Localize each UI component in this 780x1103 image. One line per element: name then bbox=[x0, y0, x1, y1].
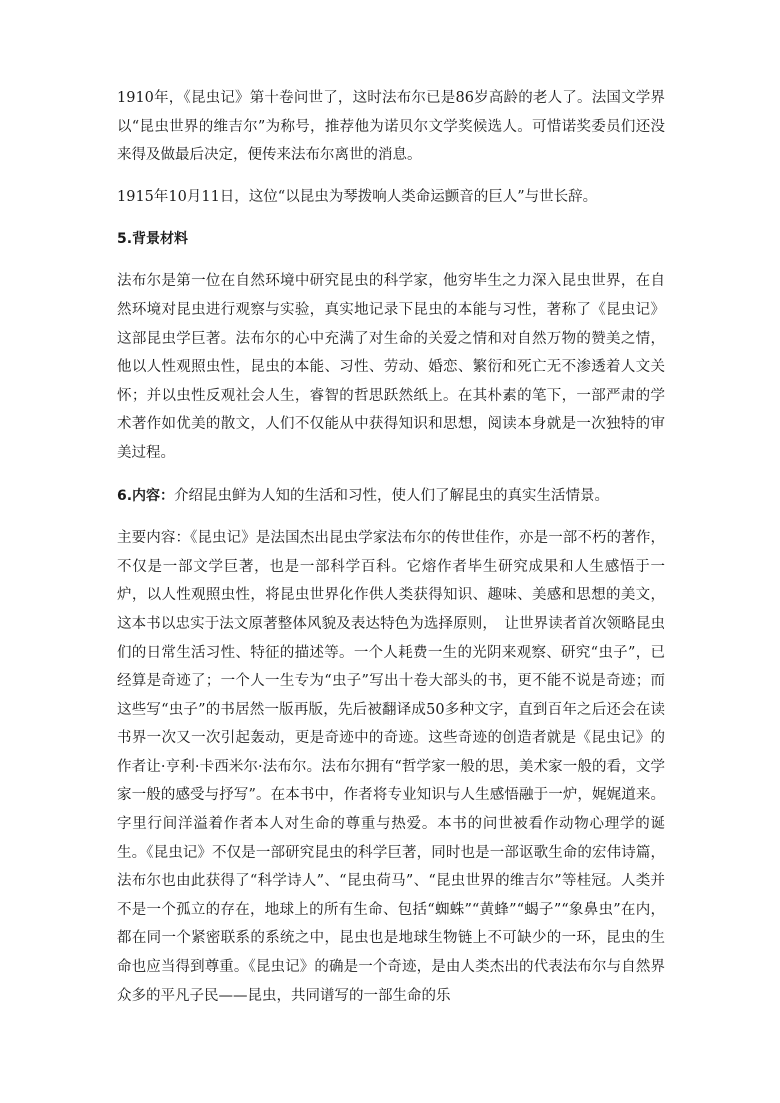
paragraph-main-content: 主要内容：《昆虫记》是法国杰出昆虫学家法布尔的传世佳作，亦是一部不朽的著作，不仅是一部文学巨著，也是一部科学百科。它熔作者毕生研究成果和人生感悟于一炉，以人性观照虫性，将昆虫世界化作供人类获得知识、趣味、美感和思想的美文，这本书以忠实于法文原著整体风貌及表达特色为选择原则， 让世界读者首次领略昆虫们的日常生活习性、特征的描述等。一个人耗费一生的光阴来观察、研究“虫子”，已经算是奇迹了；一个人一生专为“虫子”写出十卷大部头的书，更不能不说是奇迹；而这些写“虫子”的书居然一版再版，先后被翻译成50多种文字，直到百年之后还会在读书界一次又一次引起轰动，更是奇迹中的奇迹。这些奇迹的创造者就是《昆虫记》的作者让·亨利·卡西米尔·法布尔。法布尔拥有“哲学家一般的思，美术家一般的看，文学家一般的感受与抒写”。在本书中，作者将专业知识与人生感悟融于一炉，娓娓道来。字里行间洋溢着作者本人对生命的尊重与热爱。本书的问世被看作动物心理学的诞生。《昆虫记》不仅是一部研究昆虫的科学巨著，同时也是一部讴歌生命的宏伟诗篇，法布尔也由此获得了“科学诗人”、“昆虫荷马”、“昆虫世界的维吉尔”等桂冠。人类并不是一个孤立的存在，地球上的所有生命、包括“蜘蛛”“黄蜂”“蝎子”“象鼻虫”在内，都在同一个紧密联系的系统之中，昆虫也是地球生物链上不可缺少的一环，昆虫的生命也应当得到尊重。《昆虫记》的确是一个奇迹，是由人类杰出的代表法布尔与自然界众多的平凡子民——昆虫，共同谱写的一部生命的乐 bbox=[117, 530, 665, 1004]
section-content-summary bbox=[117, 482, 665, 511]
paragraph-death-date: 1915年10月11日，这位“以昆虫为琴拨响人类命运颤音的巨人”与世长辞。 bbox=[117, 188, 598, 205]
document-page bbox=[117, 84, 665, 1010]
paragraph-nobel-nomination: 1910年，《昆虫记》第十卷问世了，这时法布尔已是86岁高龄的老人了。法国文学界以“昆虫世界的维吉尔”为称号，推荐他为诺贝尔文学奖候选人。可惜诺奖委员们还没来得及做最后决定，便传来法布尔离世的消息。 bbox=[117, 90, 665, 164]
paragraph-background: 法布尔是第一位在自然环境中研究昆虫的科学家，他穷毕生之力深入昆虫世界，在自然环境对昆虫进行观察与实验，真实地记录下昆虫的本能与习性，著称了《昆虫记》这部昆虫学巨著。法布尔的心中充满了对生命的关爱之情和对自然万物的赞美之情，他以人性观照虫性，昆虫的本能、习性、劳动、婚恋、繁衍和死亡无不渗透着人文关怀；并以虫性反观社会人生，睿智的哲思跃然纸上。在其朴素的笔下，一部严肃的学术著作如优美的散文，人们不仅能从中获得知识和思想，阅读本身就是一次独特的审美过程。 bbox=[117, 273, 665, 461]
content-summary-text: 介绍昆虫鲜为人知的生活和习性，使人们了解昆虫的真实生活情景。 bbox=[174, 487, 610, 504]
section-heading-background: 5.背景材料 bbox=[117, 231, 189, 248]
section-heading-content: 6.内容： bbox=[117, 487, 175, 504]
